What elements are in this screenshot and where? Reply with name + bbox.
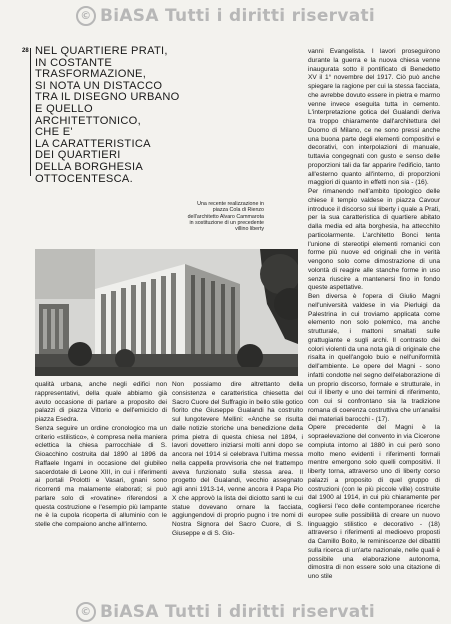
headline-line: DEI QUARTIERI (35, 149, 121, 162)
biasa-logo-icon: © (76, 6, 96, 26)
paragraph: qualità urbana, anche negli edifici non rappresentativi, della quale abbiamo già avuto occasione di parlare a proposito dei palazzi di piazza Vittorio e dell'emiciclo di piazza Esedra. (35, 381, 167, 423)
headline-line: OTTOCENTESCA. (35, 172, 134, 185)
column-mid-bottom (172, 381, 303, 539)
watermark-text: BiASA Tutti i diritti riservati (99, 602, 376, 622)
headline-line: SI NOTA UN DISTACCO (35, 79, 163, 92)
column-left-bottom (35, 381, 167, 530)
paragraph: Ben diversa è l'opera di Giulio Magni nell'università valdese in via Pierluigi da Palestrina in cui troviamo applicata come elemento non solo polemico, ma anche strutturale, i mattoni smaltati sulle grattugiante e sugli archi. Il contrasto dei colori violenti da una nota già di originale che risalta in quell'angolo buio e nell'uniformità dell'ambiente. Le opere del Magni - sono infatti condotte nel segno dell'elaborazione di un proprio discorso, formale e strutturale, in cui il liberty e uno dei termini di riferimento, con cui si confrontano sia la tradizione romana di coerenza costruttiva che un'analisi dei materiali barocchi - (17). (308, 293, 440, 423)
paragraph: Opere precedente del Magni è la sopraelevazione del convento in via Cicerone compiuta intorno al 1880 in cui però sono molto meno evidenti i riferimenti formali mentre emergono solo quelli compositivi. Il liberty torna, attraverso uno di liberty corso palazzi a proposito di quel gruppo di costruzioni (con le più piccole ville) costruite dal 1900 al 1914, in cui più chiaramente per cogliersi l'eco delle contemporanee ricerche europee sulle possibilità di creare un nuovo linguaggio stilistico e decorativo - (18) attraverso i riferimenti al medioevo proposti da Camillo Boito, le reminiscenze del dibattiti sulla ricerca di un'arte nazionale, nelle quali è possibile una elaborazione autonoma, dimostra di non essere solo una citazione di uno stile (308, 424, 440, 580)
headline-line: DELLA BORGHESIA (35, 160, 144, 173)
headline-line: CHE E' (35, 126, 73, 139)
watermark-text: BiASA Tutti i diritti riservati (99, 6, 376, 26)
headline-line: TRA IL DISEGNO URBANO (35, 91, 180, 104)
column-right-top (308, 48, 440, 582)
headline-line: NEL QUARTIERE PRATI, (35, 45, 168, 57)
headline-rule (30, 48, 31, 176)
watermark-top (0, 6, 451, 26)
headline (35, 46, 215, 185)
paragraph: Senza seguire un ordine cronologico ma un criterio «stilistico», è compresa nella maniera eclettica la chiesa parrocchiale di S. Gioacchino costruita dal 1890 al 1896 da Raffaele Ingami in occasione del giubileo sacerdotale di Leone XIII, in cui i riferimenti ai portali Prolotti e Vasari, gnani sono ricorrenti ma malamente elaborati; si può parlare solo di «rovatine» riferendosi a questa costruzione e l'esempio più lampante ne è la cupola ricoperta di alluminio con le stelle che compaiono anche all'interno. (35, 424, 167, 528)
headline-line: TRASFORMAZIONE, (35, 68, 147, 81)
headline-line: E QUELLO (35, 102, 93, 115)
paragraph: Non possiamo dire altrettanto della consistenza e caratteristica chiesetta del Sacro Cuore del Suffragio in bello stile gotico fiorito che Giuseppe Gualandi ha costruito sul lungotevere Mellini: «Anche se risulta dalle notizie storiche una benedizione della prima pietra di questa chiesa nel 1894, i lavori dovettero iniziarsi molti anni dopo se ancora nel 1914 si celebrava l'ultima messa nella cappella provvisoria che nel frattempo aveva funzionato sulla stessa area. Il progetto del Gualandi, vecchio assegnato agli anni 1913-14, venne ancora il Papa Pio X che approvò la lista dei diciotto santi le cui statue dovevano ornare la facciata, aggiungendovi di proprio pugno i tre nomi di Nostra Signora del Sacro Cuore, di S. Giuseppe e di S. Gio- (172, 381, 303, 537)
headline-line: ARCHITETTONICO, (35, 114, 141, 127)
watermark-bottom (0, 602, 451, 622)
page-number: 28 (22, 48, 29, 54)
headline-line: LA CARATTERISTICA (35, 137, 151, 150)
paragraph: vanni Evangelista. I lavori proseguirono durante la guerra e la nuova chiesa venne inaugurata sotto il pontificato di Benedetto XV il 1° novembre del 1917. Ciò può anche spiegare la ragione per cui la stessa facciata, che avrebbe dovuto essere in pietra e marmo venne invece eseguita tutta in cemento. L'interpretazione gotica del Gualandi deriva tra troppo chiaramente dall'architettura del Duomo di Milano, ce ne sono pressi anche una buona parte degli elementi compositivi e decorativi, con interpolazioni di manuale, tuttavia congegnati con gusto e senso delle proporzioni tali da far apparire l'edificio, tanto all'esterno quanto all'interno, di proporzioni maggiori di quanto in effetti non sia - (16). (308, 48, 440, 187)
photo-caption: Una recente realizzazione in piazza Cola di Rienzo dell'architetto Alvaro Cammarota in sostituzione di un precedente villino liberty (187, 201, 264, 233)
headline-line: IN COSTANTE (35, 56, 113, 69)
biasa-logo-icon: © (76, 602, 96, 622)
paragraph: Per rimanendo nell'ambito tipologico delle chiese il tempio valdese in piazza Cavour introduce il discorso sui liberty i quale a Prati, per la sua caratteristica di quartiere abitato dalla media ed alta borghesia, ha attecchito particolarmente. L'architetto Bonci tenta l'unione di stereotipi elementi romanici con forme più nuove ed originali che in verità vengono solo come dimostrazione di una volontà di reagire alle stanche forme in uso senza riuscire a mantenersi fino in fondo queste aspettative. (308, 188, 440, 292)
building-photo (35, 249, 298, 376)
